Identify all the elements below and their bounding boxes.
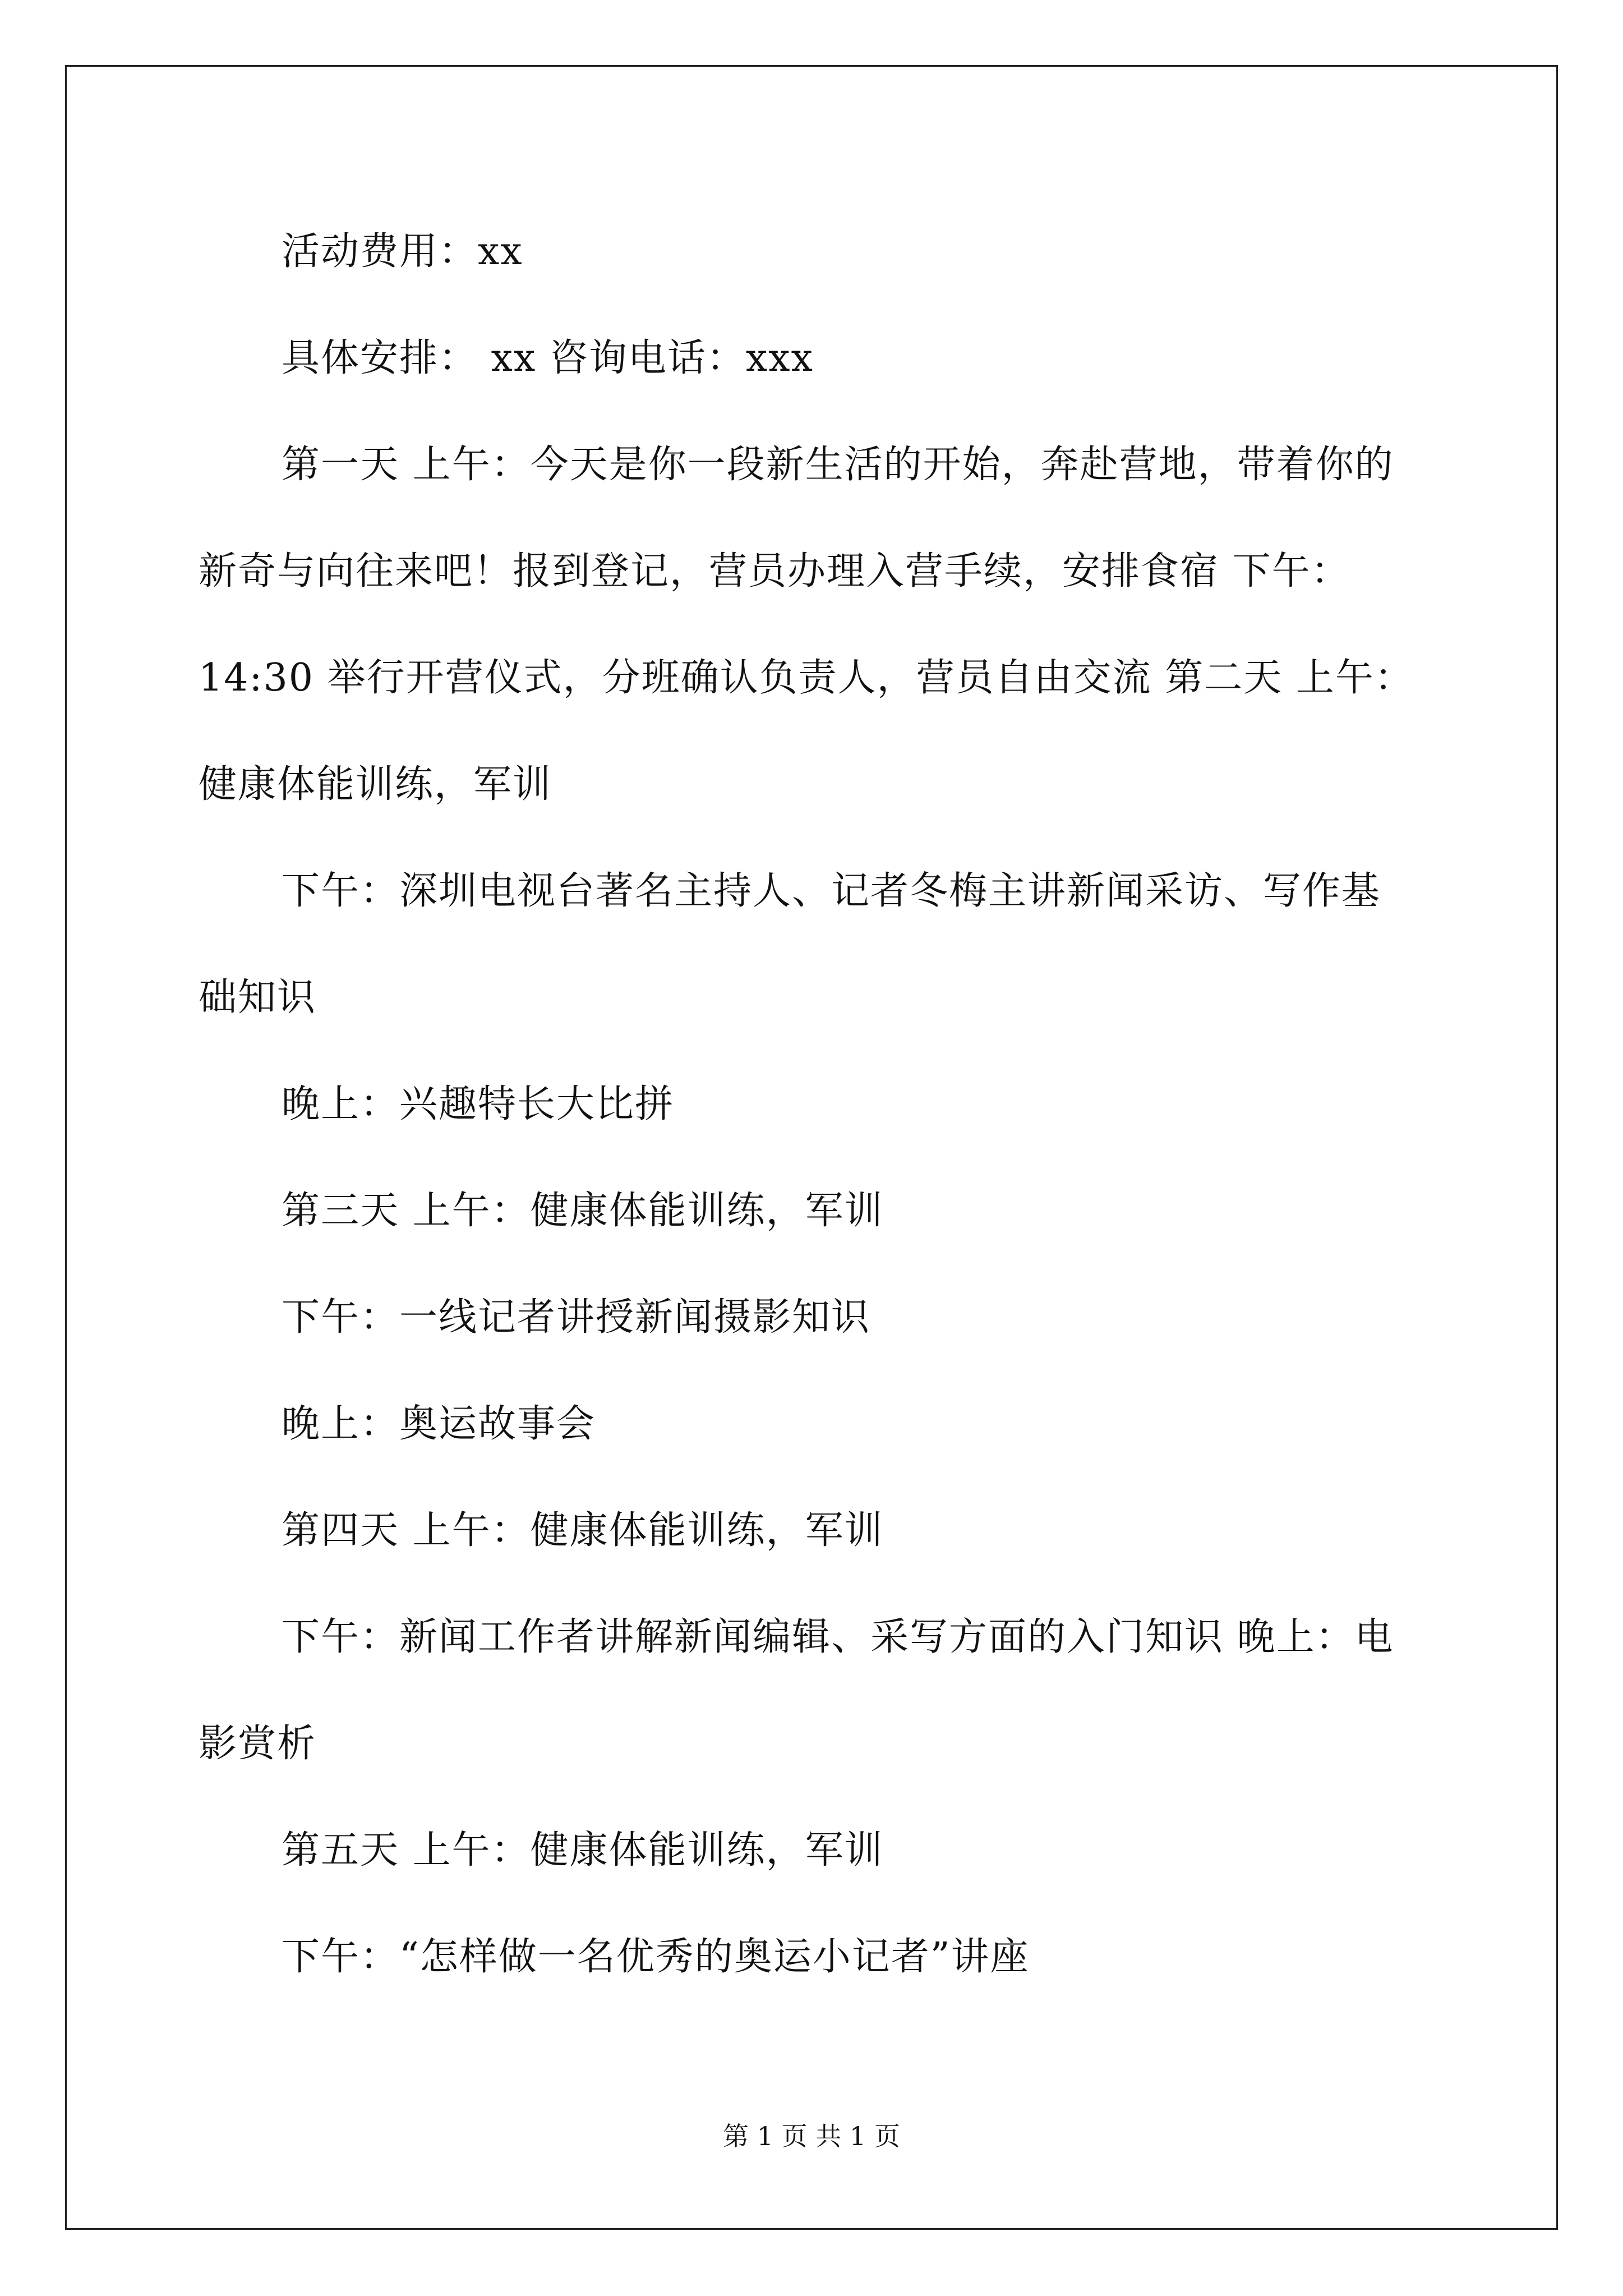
line-activity-fee: 活动费用：xx	[282, 229, 523, 274]
line-day4-morning: 第四天 上午：健康体能训练，军训	[282, 1508, 884, 1553]
line-day3-afternoon: 下午：一线记者讲授新闻摄影知识	[282, 1295, 871, 1340]
line-day2-evening: 晚上：兴趣特长大比拼	[282, 1082, 675, 1126]
line-day1-morning: 第一天 上午：今天是你一段新生活的开始，奔赴营地，带着你的	[282, 443, 1394, 487]
line-day3-morning: 第三天 上午：健康体能训练，军训	[282, 1189, 884, 1233]
line-day2-morning: 健康体能训练，军训	[199, 762, 552, 807]
line-day2-afternoon-cont: 础知识	[199, 976, 317, 1020]
line-day1-cont: 新奇与向往来吧！报到登记，营员办理入营手续，安排食宿 下午：	[199, 549, 1350, 593]
page-border	[65, 65, 1558, 2230]
line-day4-afternoon: 下午：新闻工作者讲解新闻编辑、采写方面的入门知识 晚上：电	[282, 1615, 1394, 1659]
line-schedule-contact: 具体安排： xx 咨询电话：xxx	[282, 336, 814, 380]
line-day5-morning: 第五天 上午：健康体能训练，军训	[282, 1828, 884, 1872]
line-day5-afternoon: 下午：“怎样做一名优秀的奥运小记者”讲座	[282, 1935, 1030, 1979]
line-day2-afternoon: 下午：深圳电视台著名主持人、记者冬梅主讲新闻采访、写作基	[282, 869, 1381, 913]
line-day3-evening: 晚上：奥运故事会	[282, 1402, 596, 1446]
line-day1-afternoon: 14:30 举行开营仪式，分班确认负责人，营员自由交流 第二天 上午：	[199, 656, 1414, 700]
line-day4-evening-cont: 影赏析	[199, 1722, 317, 1766]
page-footer: 第 1 页 共 1 页	[723, 2121, 900, 2151]
